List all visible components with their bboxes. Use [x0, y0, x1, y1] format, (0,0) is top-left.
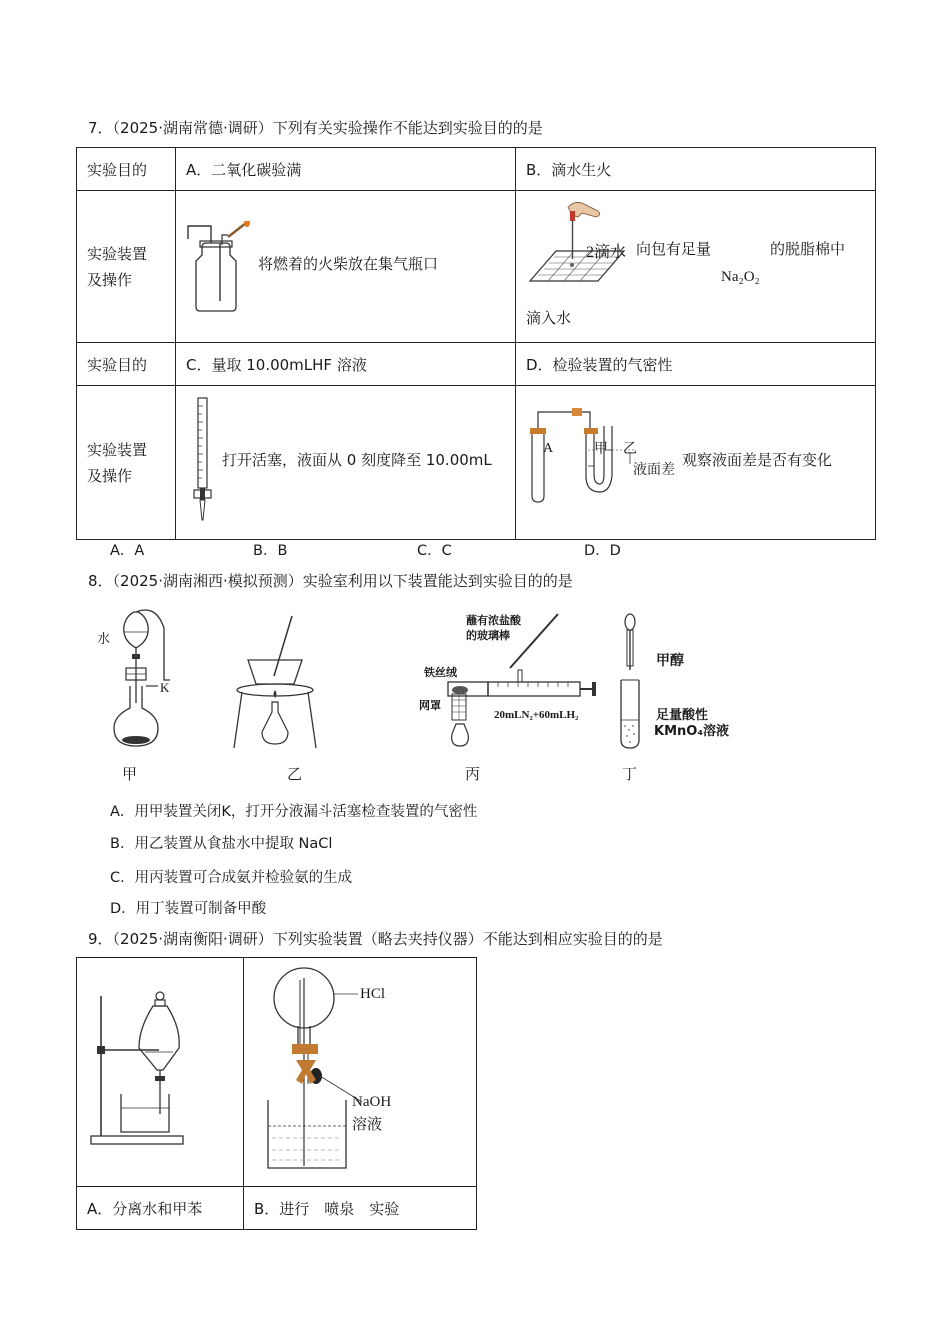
q8-option-a[interactable]: A．用甲装置关闭K，打开分液漏斗活塞检查装置的气密性 [110, 804, 478, 820]
q8-option-d[interactable]: D．用丁装置可制备甲酸 [110, 901, 267, 917]
gas-bottle-with-match-figure [184, 221, 256, 313]
q7-label-purpose-2: 实验目的 [77, 343, 176, 386]
q7-a-purpose: A．二氧化碳验满 [176, 148, 516, 191]
q7-c-purpose: C．量取 10.00mLHF 溶液 [176, 343, 516, 386]
q9-table [76, 957, 477, 1230]
q8-bing-rod-label-2: 的玻璃棒 [466, 629, 510, 642]
q7-label-apparatus-line3: 实验装置 [87, 440, 148, 459]
q7-a-apparatus-cell [176, 191, 516, 343]
q8-fig-label-jia: 甲 [122, 765, 138, 783]
q8-jia-k-label: K [160, 680, 170, 695]
separatory-funnel-stand-figure [89, 988, 189, 1148]
q7-c-apparatus-cell [176, 386, 516, 540]
q7-table [76, 147, 876, 540]
q8-stem: 8．（2025·湖南湘西·模拟预测）实验室利用以下装置能达到实验目的的是 [88, 572, 573, 590]
q7-b-formula: Na₂O₂ [721, 269, 760, 285]
q8-ding-kmno4-label-2: KMnO₄溶液 [654, 724, 730, 739]
burette-figure [188, 396, 218, 526]
q7-a-desc: 将燃着的火柴放在集气瓶口 [258, 255, 439, 273]
q7-b-desc-4: 滴入水 [526, 309, 572, 327]
q8-ding-methanol-label: 甲醇 [656, 653, 684, 669]
q8-option-c[interactable]: C．用丙装置可合成氨并检验氨的生成 [110, 870, 353, 886]
q7-b-desc-2: 向包有足量 [636, 240, 712, 258]
q7-stem: 7．（2025·湖南常德·调研）下列有关实验操作不能达到实验目的的是 [88, 119, 543, 137]
q9-b-caption: B．进行 喷泉 实验 [244, 1187, 477, 1230]
q9-a-apparatus-cell [77, 958, 244, 1187]
q7-d-apparatus-cell [516, 386, 876, 540]
q8-bing-gas-label: 20mLN₂+60mLH₂ [494, 709, 579, 721]
fountain-experiment-figure [262, 966, 372, 1172]
q9-naoh-label-1: NaOH [352, 1094, 392, 1110]
q7-d-desc: 观察液面差是否有变化 [682, 451, 833, 469]
q9-stem: 9．（2025·湖南衡阳·调研）下列实验装置（略去夹持仪器）不能达到相应实验目的的是 [88, 930, 663, 948]
q7-b-desc-3: 的脱脂棉中 [770, 240, 846, 258]
q7-label-apparatus-2 [77, 386, 176, 540]
q9-b-apparatus-cell [244, 958, 477, 1187]
q7-c-desc: 打开活塞，液面从 0 刻度降至 10.00mL [222, 451, 492, 469]
q7-b-desc-1: 2滴水 [586, 244, 627, 261]
q7-label-purpose-1: 实验目的 [77, 148, 176, 191]
evaporating-dish-tripod-figure [228, 612, 323, 752]
q8-option-b[interactable]: B．用乙装置从食盐水中提取 NaCl [110, 836, 333, 852]
q8-ding-kmno4-label-1: 足量酸性 [656, 708, 709, 723]
q7-d-label-yi: 乙 [623, 441, 637, 457]
q7-d-label-a: A [543, 441, 554, 456]
q8-bing-rod-label-1: 蘸有浓盐酸 [466, 614, 521, 627]
q8-fig-label-yi: 乙 [287, 765, 303, 783]
q7-d-label-jia: 甲 [594, 441, 608, 457]
q8-bing-net-label: 网罩 [419, 699, 441, 712]
q8-fig-label-bing: 丙 [465, 765, 481, 783]
q7-b-apparatus-cell [516, 191, 876, 343]
q9-hcl-label: HCl [360, 986, 386, 1002]
q7-label-apparatus-1 [77, 191, 176, 343]
q9-a-caption: A．分离水和甲苯 [77, 1187, 244, 1230]
q7-d-purpose: D．检验装置的气密性 [516, 343, 876, 386]
q8-fig-label-ding: 丁 [622, 765, 638, 783]
q7-option-a[interactable]: A．A [110, 543, 145, 559]
q7-option-d[interactable]: D．D [584, 543, 621, 559]
q7-label-apparatus-line1: 实验装置 [87, 244, 148, 263]
q7-d-label-diff: 液面差 [633, 463, 675, 478]
q8-jia-water-label: 水 [97, 632, 111, 647]
q7-option-c[interactable]: C．C [417, 543, 452, 559]
q8-bing-iron-label: 铁丝绒 [424, 666, 457, 679]
q7-label-apparatus-line2: 及操作 [87, 270, 133, 289]
q9-naoh-label-2: 溶液 [352, 1117, 383, 1133]
q7-label-apparatus-line4: 及操作 [87, 466, 133, 485]
q7-b-purpose: B．滴水生火 [516, 148, 876, 191]
q7-option-b[interactable]: B．B [253, 543, 288, 559]
dropper-test-tube-figure [615, 612, 655, 752]
